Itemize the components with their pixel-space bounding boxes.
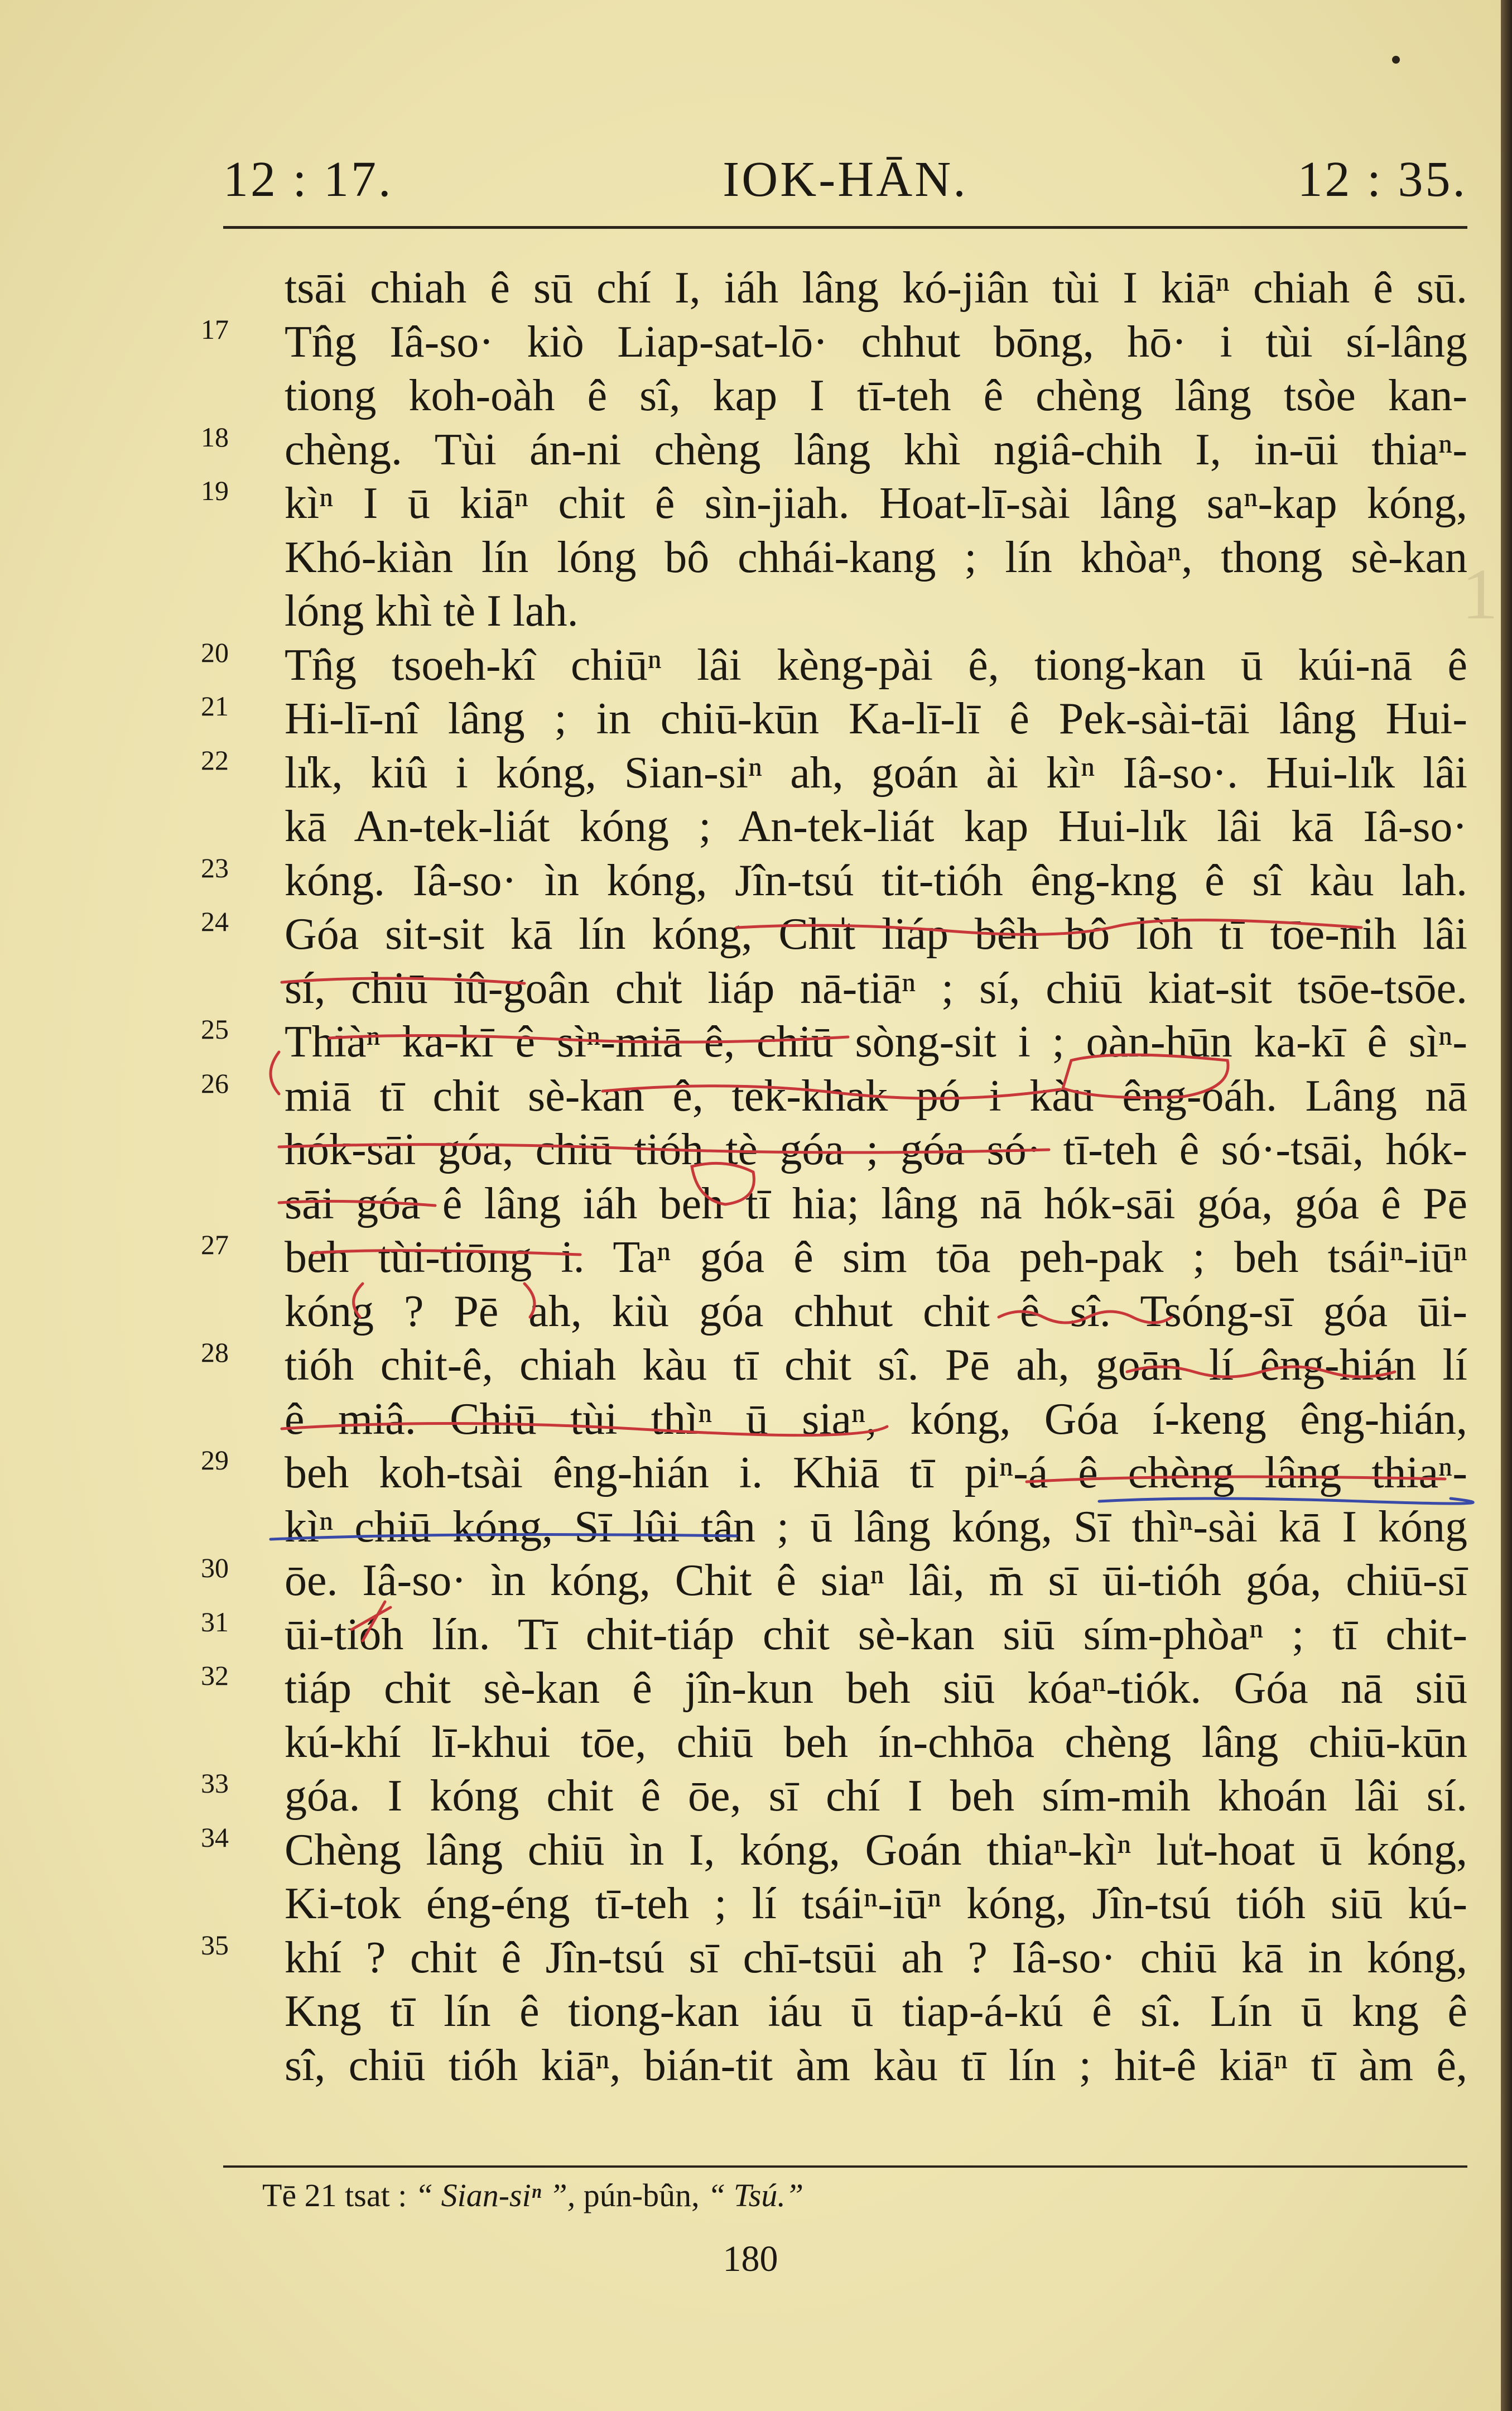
line-text: beh tùi-tiōng i. Taⁿ góa ê sim tōa peh-pak ; beh tsáiⁿ-iūⁿ [285,1233,1467,1282]
verse-number: 22 [201,744,229,776]
red-wavy [1127,1367,1395,1377]
line-text: sāi góa ê lâng iáh beh tī hia; lâng nā hók-sāi góa, góa ê Pē [285,1179,1467,1228]
line-text: kā An-tek-liát kóng ; An-tek-liát kap Hui-lı̍k lâi kā Iâ-so· [285,802,1467,851]
footnote-mid: pún-bûn, [583,2177,700,2213]
red-underline [329,1035,848,1042]
red-circle [692,1163,754,1204]
red-underline [736,920,1361,934]
line-text: kú-khí lī-khui tōe, chiū beh ín-chhōa chèng lâng chiū-kūn [285,1717,1467,1767]
verse-number: 33 [201,1768,229,1799]
red-underline [282,978,524,983]
line-text: ōe. Iâ-so· ìn kóng, Chit ê siaⁿ lâi, m̄ sī ūi-tióh góa, chiū-sī [285,1556,1467,1605]
line-text: ūi-tióh lín. Tī chit-tiáp chit sè-kan siū sím-phòaⁿ ; tī chit- [285,1610,1467,1659]
red-underline [312,1251,580,1255]
verse-number: 34 [201,1821,229,1853]
line-text: Khó-kiàn lín lóng bô chhái-kang ; lín khòaⁿ, thong sè-kan [285,532,1467,582]
footnote-term: “ Sian-siⁿ ”, [415,2177,576,2213]
line-text: ê miâ. Chiū tùi thìⁿ ū siaⁿ, kóng, Góa í-keng êng-hián, [285,1394,1467,1444]
line-text: tióh chit-ê, chiah kàu tī chit sî. Pē ah, goān lí êng-hián lí [285,1341,1467,1390]
line-text: Chèng lâng chiū ìn I, kóng, Goán thiaⁿ-kìⁿ lu̍t-hoat ū kóng, [285,1825,1467,1875]
red-underline [1027,1477,1445,1482]
verse-number: 18 [201,421,229,453]
header-left-reference: 12 : 17. [223,152,393,207]
verse-number: 29 [201,1444,229,1476]
line-text: lı̍k, kiû i kóng, Sian-siⁿ ah, goán ài kìⁿ Iâ-so·. Hui-lı̍k lâi [285,748,1467,798]
line-text: tiong koh-oàh ê sî, kap I tī-teh ê chèng lâng tsòe kan- [285,371,1467,420]
line-text: Thiàⁿ ka-kī ê sìⁿ-miā ê, chiū sòng-sit i ; oàn-hūn ka-kī ê sìⁿ- [285,1017,1467,1067]
red-underline [282,1423,887,1435]
line-text: hók-sāi góa, chiū tióh tè góa ; góa só· tī-teh ê só·-tsāi, hók- [285,1125,1467,1174]
header-book-title: IOK-HĀN. [723,152,968,207]
verse-number: 35 [201,1929,229,1961]
red-bracket [354,1284,363,1317]
header-right-reference: 12 : 35. [1297,152,1467,207]
line-text: sî, chiū tióh kiāⁿ, bián-tit àm kàu tī lín ; hit-ê kiāⁿ tī àm ê, [285,2040,1467,2090]
line-text: Tn̂g Iâ-so· kiò Liap-sat-lō· chhut bōng, hō· i tùi sí-lâng [285,317,1467,367]
page-number: 180 [723,2239,778,2279]
verse-number: 27 [201,1229,229,1260]
line-text: Góa sit-sit kā lín kóng, Chı̍t liáp bêh bô lòh tī tōe-nih lâi [285,910,1467,959]
verse-number: 26 [201,1067,229,1099]
line-text: tiáp chit sè-kan ê jîn-kun beh siū kóaⁿ-tiók. Góa nā siū [285,1664,1467,1713]
line-text: Ki-tok éng-éng tī-teh ; lí tsáiⁿ-iūⁿ kóng, Jîn-tsú tióh siū kú- [285,1879,1467,1928]
verse-number: 24 [201,906,229,937]
line-text: kìⁿ chiū kóng, Sī lûi tân ; ū lâng kóng, Sī thìⁿ-sài kā I kóng [285,1502,1467,1552]
verse-number: 32 [201,1660,229,1691]
verse-number: 23 [201,852,229,883]
red-underline [279,1145,1049,1152]
verse-number: 17 [201,313,229,345]
verse-number: 25 [201,1014,229,1045]
line-text: lóng khì tè I lah. [285,587,579,636]
line-text: kìⁿ I ū kiāⁿ chit ê sìn-jiah. Hoat-lī-sài lâng saⁿ-kap kóng, [285,479,1467,528]
blue-underline [271,1535,736,1539]
verse-number: 19 [201,475,229,506]
line-text: Tn̂g tsoeh-kî chiūⁿ lâi kèng-pài ê, tiong-kan ū kúi-nā ê [285,640,1467,690]
line-text: tsāi chiah ê sū chí I, iáh lâng kó-jiân tùi I kiāⁿ chiah ê sū. [285,263,1467,313]
line-text: chèng. Tùi án-ni chèng lâng khì ngiâ-chih I, in-ūi thiaⁿ- [285,425,1467,474]
line-text: khí ? chit ê Jîn-tsú sī chī-tsūi ah ? Iâ-so· chiū kā in kóng, [285,1933,1467,1982]
bleed-through: 1 [1462,554,1498,635]
footnote-prefix: Tē 21 tsat : [262,2177,407,2213]
line-text: beh koh-tsài êng-hián i. Khiā tī piⁿ-á ê chèng lâng thiaⁿ- [285,1448,1467,1497]
verse-number: 28 [201,1337,229,1368]
red-underline [279,1201,435,1206]
red-wavy [999,1312,1172,1323]
line-text: sí, chiū iû-goân chı̍t liáp nā-tiāⁿ ; sí, chiū kiat-sit tsōe-tsōe. [285,963,1467,1013]
red-arrow [351,1602,391,1641]
line-text: miā tī chit sè-kan ê, tek-khak pó i kàu êng-oáh. Lâng nā [285,1071,1467,1121]
verse-number: 20 [201,636,229,668]
line-text: góa. I kóng chit ê ōe, sī chí I beh sím-mih khoán lâi sí. [285,1771,1467,1821]
verse-number: 31 [201,1606,229,1637]
red-underline [603,1086,1060,1098]
red-circle [1063,1055,1228,1098]
line-text: kóng. Iâ-so· ìn kóng, Jîn-tsú tit-tióh êng-kng ê sî kàu lah. [285,856,1467,905]
red-circle [524,1284,535,1317]
footnote-alt: “ Tsú.” [707,2177,804,2213]
line-text: Kng tī lín ê tiong-kan iáu ū tiap-á-kú ê sî. Lín ū kng ê [285,1987,1467,2036]
verse-number: 21 [201,690,229,722]
blue-overline [1099,1499,1473,1504]
line-text: kóng ? Pē ah, kiù góa chhut chit ê sî. Tsóng-sī góa ūi- [285,1286,1467,1336]
line-text: Hi-lī-nî lâng ; in chiū-kūn Ka-lī-lī ê Pek-sài-tāi lâng Hui- [285,694,1467,743]
verse-number: 30 [201,1552,229,1583]
red-bracket [271,1052,279,1094]
